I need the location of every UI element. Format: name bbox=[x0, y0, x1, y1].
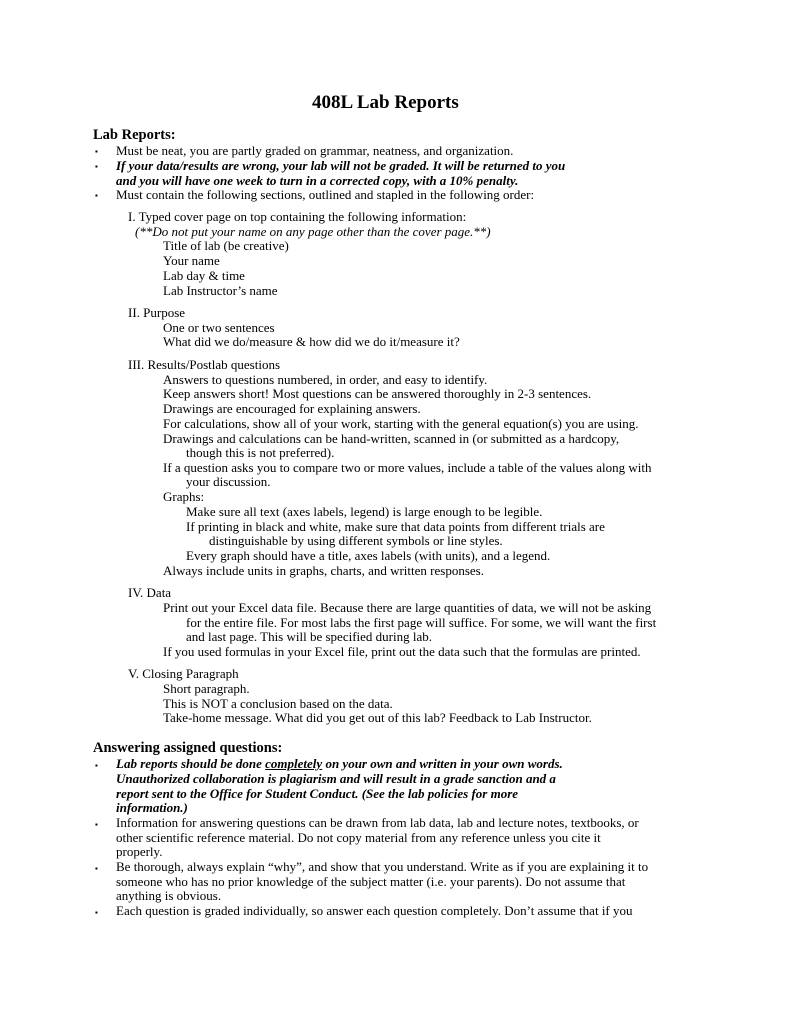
section-1-item: Your name bbox=[163, 253, 220, 268]
section-5-item: Take-home message. What did you get out of this lab? Feedback to Lab Instructor. bbox=[163, 710, 592, 725]
bullet-icon: ▪ bbox=[95, 820, 98, 829]
answering-bullet-3-line-2: someone who has no prior knowledge of the subject matter (i.e. your parents). Do not assume that bbox=[116, 874, 626, 889]
bullet-icon: ▪ bbox=[95, 864, 98, 873]
answering-bullet-1-line-1 bbox=[116, 757, 563, 772]
section-2-heading: II. Purpose bbox=[128, 305, 186, 320]
bullet-icon: ▪ bbox=[95, 191, 98, 200]
section-3-line: If a question asks you to compare two or more values, include a table of the values along with bbox=[163, 460, 652, 475]
answering-bullet-2-line-1: Information for answering questions can be drawn from lab data, lab and lecture notes, textbooks, or bbox=[116, 815, 639, 830]
answering-bullet-3-line-3: anything is obvious. bbox=[116, 888, 222, 903]
answering-bullet-1-pre: Lab reports should be done bbox=[116, 756, 266, 771]
answering-bullet-3-line-1: Be thorough, always explain “why”, and show that you understand. Write as if you are explaining it to bbox=[116, 859, 649, 874]
graphs-item-continued: distinguishable by using different symbols or line styles. bbox=[209, 533, 503, 548]
lab-reports-bullet-2-line-1: If your data/results are wrong, your lab will not be graded. It will be returned to you bbox=[116, 158, 566, 173]
answering-bullet-2-line-2: other scientific reference material. Do not copy material from any reference unless you cite it bbox=[116, 830, 601, 845]
lab-reports-bullet-2-line-2: and you will have one week to turn in a corrected copy, with a 10% penalty. bbox=[116, 173, 519, 188]
bullet-icon: ▪ bbox=[95, 761, 98, 770]
section-3-line-continued: though this is not preferred). bbox=[186, 445, 335, 460]
section-4-line-continued: and last page. This will be specified during lab. bbox=[186, 629, 432, 644]
graphs-item: Make sure all text (axes labels, legend) is large enough to be legible. bbox=[186, 504, 543, 519]
section-5-heading: V. Closing Paragraph bbox=[128, 666, 239, 681]
section-4-line: Print out your Excel data file. Because there are large quantities of data, we will not be asking bbox=[163, 600, 652, 615]
section-4-heading: IV. Data bbox=[128, 585, 172, 600]
section-1-note: (**Do not put your name on any page other than the cover page.**) bbox=[135, 224, 491, 239]
answering-bullet-1-line-4: information.) bbox=[116, 800, 188, 815]
section-5-item: This is NOT a conclusion based on the data. bbox=[163, 696, 393, 711]
section-5-item: Short paragraph. bbox=[163, 681, 250, 696]
section-4-line: If you used formulas in your Excel file, print out the data such that the formulas are printed. bbox=[163, 644, 641, 659]
graphs-label: Graphs: bbox=[163, 489, 205, 504]
answering-bullet-4-line-1: Each question is graded individually, so answer each question completely. Don’t assume that if you bbox=[116, 903, 633, 918]
section-2-item: What did we do/measure & how did we do it/measure it? bbox=[163, 334, 460, 349]
graphs-item: If printing in black and white, make sure that data points from different trials are bbox=[186, 519, 605, 534]
section-3-line: Drawings and calculations can be hand-written, scanned in (or submitted as a hardcopy, bbox=[163, 431, 620, 446]
section-1-item: Title of lab (be creative) bbox=[163, 238, 289, 253]
section-3-line: Always include units in graphs, charts, and written responses. bbox=[163, 563, 484, 578]
section-3-heading: III. Results/Postlab questions bbox=[128, 357, 281, 372]
graphs-item: Every graph should have a title, axes labels (with units), and a legend. bbox=[186, 548, 551, 563]
section-3-line-continued: your discussion. bbox=[186, 474, 271, 489]
answering-bullet-2-line-3: properly. bbox=[116, 844, 163, 859]
section-1-heading: I. Typed cover page on top containing the following information: bbox=[128, 209, 467, 224]
section-1-item: Lab day & time bbox=[163, 268, 245, 283]
bullet-icon: ▪ bbox=[95, 908, 98, 917]
section-4-line-continued: for the entire file. For most labs the first page will suffice. For some, we will want the first bbox=[186, 615, 657, 630]
section-2-item: One or two sentences bbox=[163, 320, 275, 335]
section-1-item: Lab Instructor’s name bbox=[163, 283, 278, 298]
section-3-line: Drawings are encouraged for explaining answers. bbox=[163, 401, 421, 416]
answering-bullet-1-post: on your own and written in your own words. bbox=[322, 756, 563, 771]
lab-reports-heading: Lab Reports: bbox=[93, 127, 176, 143]
section-3-line: Answers to questions numbered, in order, and easy to identify. bbox=[163, 372, 488, 387]
section-3-line: For calculations, show all of your work, starting with the general equation(s) you are using. bbox=[163, 416, 639, 431]
lab-reports-bullet-1: Must be neat, you are partly graded on grammar, neatness, and organization. bbox=[116, 143, 514, 158]
bullet-icon: ▪ bbox=[95, 147, 98, 156]
page-title: 408L Lab Reports bbox=[312, 92, 459, 113]
answering-heading: Answering assigned questions: bbox=[93, 740, 283, 756]
answering-bullet-1-line-2: Unauthorized collaboration is plagiarism and will result in a grade sanction and a bbox=[116, 771, 556, 786]
section-3-line: Keep answers short! Most questions can be answered thoroughly in 2-3 sentences. bbox=[163, 386, 592, 401]
completely-underlined: completely bbox=[265, 756, 323, 771]
answering-bullet-1-line-3: report sent to the Office for Student Conduct. (See the lab policies for more bbox=[116, 786, 519, 801]
bullet-icon: ▪ bbox=[95, 162, 98, 171]
lab-reports-bullet-3: Must contain the following sections, outlined and stapled in the following order: bbox=[116, 187, 535, 202]
